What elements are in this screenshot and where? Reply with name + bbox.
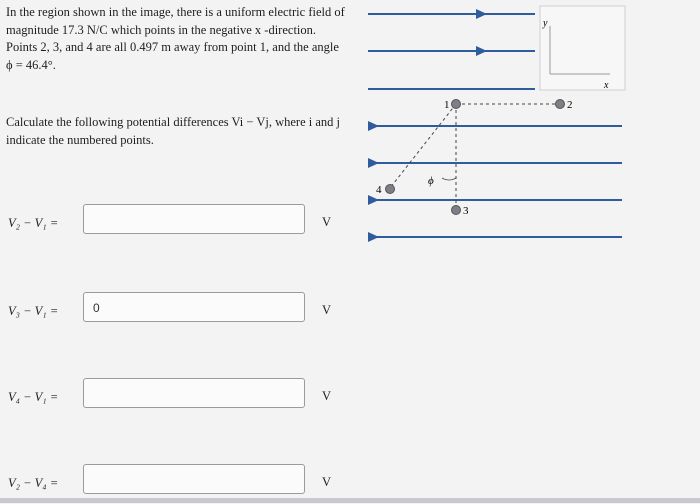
point-2-label: 2: [567, 99, 573, 111]
y-axis-label: y: [543, 18, 548, 29]
point-1-icon: [452, 100, 461, 109]
point-2-icon: [556, 100, 565, 109]
answer-input[interactable]: [83, 204, 305, 234]
question-label: V₄ − V₁ =: [8, 390, 58, 404]
unit-label: V: [322, 215, 332, 229]
angle-arc-icon: [442, 178, 456, 180]
question-label: V₂ − V₄ =: [8, 476, 58, 490]
construction-lines: [390, 104, 556, 206]
problem-statement: [6, 4, 346, 74]
point-4-icon: [386, 185, 395, 194]
point-3-label: 3: [463, 205, 469, 217]
unit-label: V: [322, 389, 332, 403]
question-row: [0, 378, 360, 418]
angle-label: ϕ: [428, 175, 434, 187]
answer-input[interactable]: [83, 378, 305, 408]
bottom-strip: [0, 498, 700, 503]
unit-label: V: [322, 303, 332, 317]
answer-input[interactable]: 0: [83, 292, 305, 322]
axis-inset: [540, 6, 625, 90]
point-1-label: 1: [444, 99, 450, 111]
field-diagram: [360, 0, 640, 250]
point-3-icon: [452, 206, 461, 215]
x-axis-label: x: [604, 80, 609, 91]
answer-input[interactable]: [83, 464, 305, 494]
question-label: V₃ − V₁ =: [8, 304, 58, 318]
question-label: V₂ − V₁ =: [8, 216, 58, 230]
question-row: [0, 204, 360, 244]
point-4-label: 4: [376, 184, 382, 196]
problem-text: In the region shown in the image, there is a uniform electric field of magnitude 17.3 N/C which points in the negative x -direction. Points 2, 3, and 4 are all 0.497 m away from point 1, and the angle ϕ = 46.4°.: [6, 5, 345, 72]
question-row: [0, 292, 360, 332]
unit-label: V: [322, 475, 332, 489]
instructions: Calculate the following potential differences Vi − Vj, where i and j indicate the numbered points.: [6, 115, 340, 147]
dashed-line-1-4: [390, 104, 456, 188]
